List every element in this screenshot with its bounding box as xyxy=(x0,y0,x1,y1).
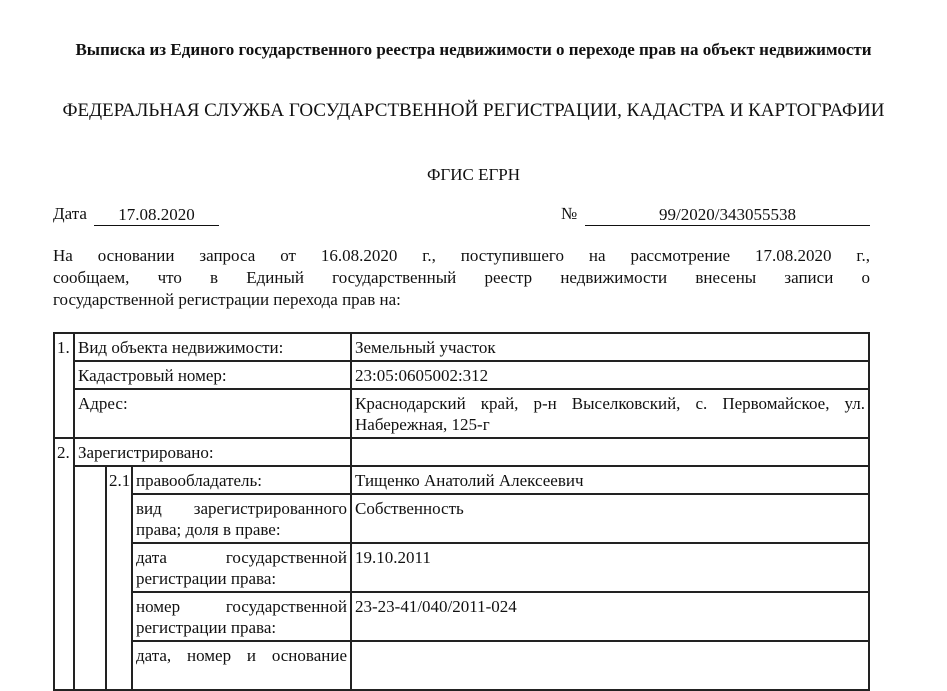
intro-paragraph xyxy=(53,245,870,311)
holder-value: Тищенко Анатолий Алексеевич xyxy=(351,466,869,494)
address-label: Адрес: xyxy=(74,389,351,438)
reg-number-label: номер государственной регистрации права: xyxy=(132,592,351,641)
agency-name: ФЕДЕРАЛЬНАЯ СЛУЖБА ГОСУДАРСТВЕННОЙ РЕГИСТРАЦИИ, КАДАСТРА И КАРТОГРАФИИ xyxy=(62,100,885,121)
number-label: № xyxy=(561,204,578,223)
object-type-value: Земельный участок xyxy=(351,333,869,361)
system-name: ФГИС ЕГРН xyxy=(426,165,521,184)
reg-number-value: 23-23-41/040/2011-024 xyxy=(351,592,869,641)
table-row xyxy=(54,543,869,592)
cadastral-label: Кадастровый номер: xyxy=(74,361,351,389)
section-number: 1. xyxy=(54,333,74,438)
section-number: 2. xyxy=(54,438,74,690)
right-type-label: вид зарегистрированного права; доля в праве: xyxy=(132,494,351,543)
holder-label: правообладатель: xyxy=(132,466,351,494)
reg-date-value: 19.10.2011 xyxy=(351,543,869,592)
table-row xyxy=(54,389,869,438)
indent-cell xyxy=(74,466,106,690)
date-value: 17.08.2020 xyxy=(94,204,219,226)
table-row xyxy=(54,641,869,690)
table-row xyxy=(54,466,869,494)
subsection-number: 2.1 xyxy=(106,466,132,690)
registry-table xyxy=(53,332,870,691)
registered-value xyxy=(351,438,869,466)
table-row xyxy=(54,592,869,641)
address-value: Краснодарский край, р-н Выселковский, с. Первомайское, ул. Набережная, 125-г xyxy=(351,389,869,438)
right-type-value: Собственность xyxy=(351,494,869,543)
table-row xyxy=(54,494,869,543)
table-row xyxy=(54,438,869,466)
intro-line: На основании запроса от 16.08.2020 г., поступившего на рассмотрение 17.08.2020 г., xyxy=(53,246,870,265)
intro-line: государственной регистрации перехода прав на: xyxy=(53,290,401,309)
registered-label: Зарегистрировано: xyxy=(74,438,351,466)
date-label: Дата xyxy=(53,204,87,223)
intro-line: сообщаем, что в Единый государственный реестр недвижимости внесены записи о xyxy=(53,268,870,287)
basis-value xyxy=(351,641,869,690)
cadastral-value: 23:05:0605002:312 xyxy=(351,361,869,389)
number-value: 99/2020/343055538 xyxy=(585,204,870,226)
object-type-label: Вид объекта недвижимости: xyxy=(74,333,351,361)
basis-label: дата, номер и основание xyxy=(132,641,351,690)
table-row xyxy=(54,333,869,361)
reg-date-label: дата государственной регистрации права: xyxy=(132,543,351,592)
document-title: Выписка из Единого государственного реестра недвижимости о переходе прав на объект недвижимости xyxy=(75,40,872,59)
table-row xyxy=(54,361,869,389)
